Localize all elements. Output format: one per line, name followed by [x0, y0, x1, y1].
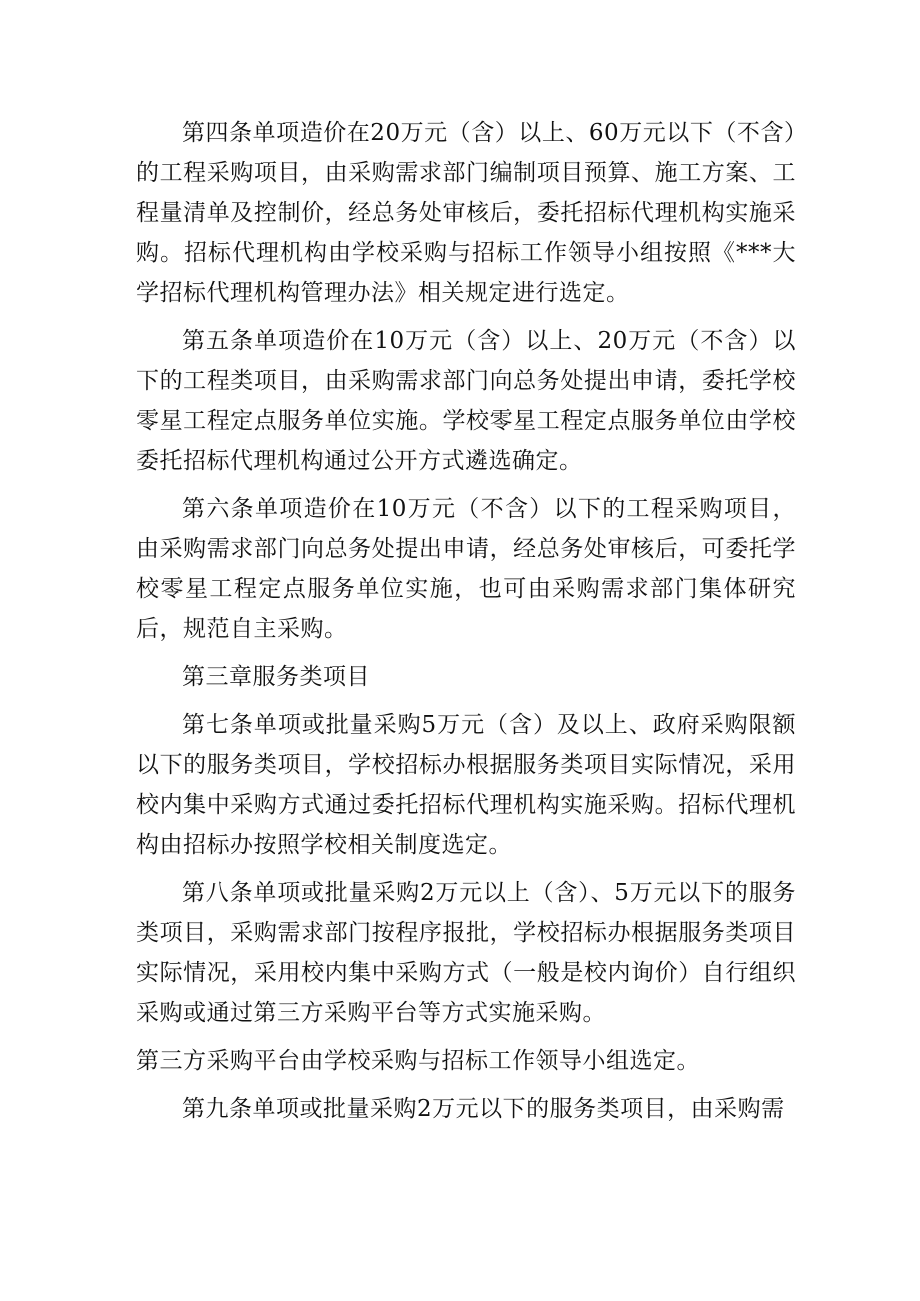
- article-6-paragraph: 第六条单项造价在10万元（不含）以下的工程采购项目，由采购需求部门向总务处提出申请，经总务处审核后，可委托学校零星工程定点服务单位实施，也可由采购需求部门集体研究后，规范自主采购。: [136, 496, 796, 642]
- article-8-paragraph: 第八条单项或批量采购2万元以上（含）、5万元以下的服务类项目，采购需求部门按程序报批，学校招标办根据服务类项目实际情况，采用校内集中采购方式（一般是校内询价）自行组织采购或通过第三方采购平台等方式实施采购。: [136, 880, 796, 1026]
- third-party-platform-paragraph: 第三方采购平台由学校采购与招标工作领导小组选定。: [136, 1048, 700, 1074]
- article-5-paragraph: 第五条单项造价在10万元（含）以上、20万元（不含）以下的工程类项目，由采购需求部门向总务处提出申请，委托学校零星工程定点服务单位实施。学校零星工程定点服务单位由学校委托招标代理机构通过公开方式遴选确定。: [136, 328, 796, 474]
- chapter-3-heading: 第三章服务类项目: [182, 664, 370, 690]
- article-4-paragraph: 第四条单项造价在20万元（含）以上、60万元以下（不含）的工程采购项目，由采购需求部门编制项目预算、施工方案、工程量清单及控制价，经总务处审核后，委托招标代理机构实施采购。招标代理机构由学校采购与招标工作领导小组按照《***大学招标代理机构管理办法》相关规定进行选定。: [136, 120, 796, 306]
- article-9-paragraph: 第九条单项或批量采购2万元以下的服务类项目，由采购需: [182, 1096, 785, 1122]
- article-7-paragraph: 第七条单项或批量采购5万元（含）及以上、政府采购限额以下的服务类项目，学校招标办根据服务类项目实际情况，采用校内集中采购方式通过委托招标代理机构实施采购。招标代理机构由招标办按照学校相关制度选定。: [136, 712, 796, 858]
- document-body: [136, 113, 796, 1137]
